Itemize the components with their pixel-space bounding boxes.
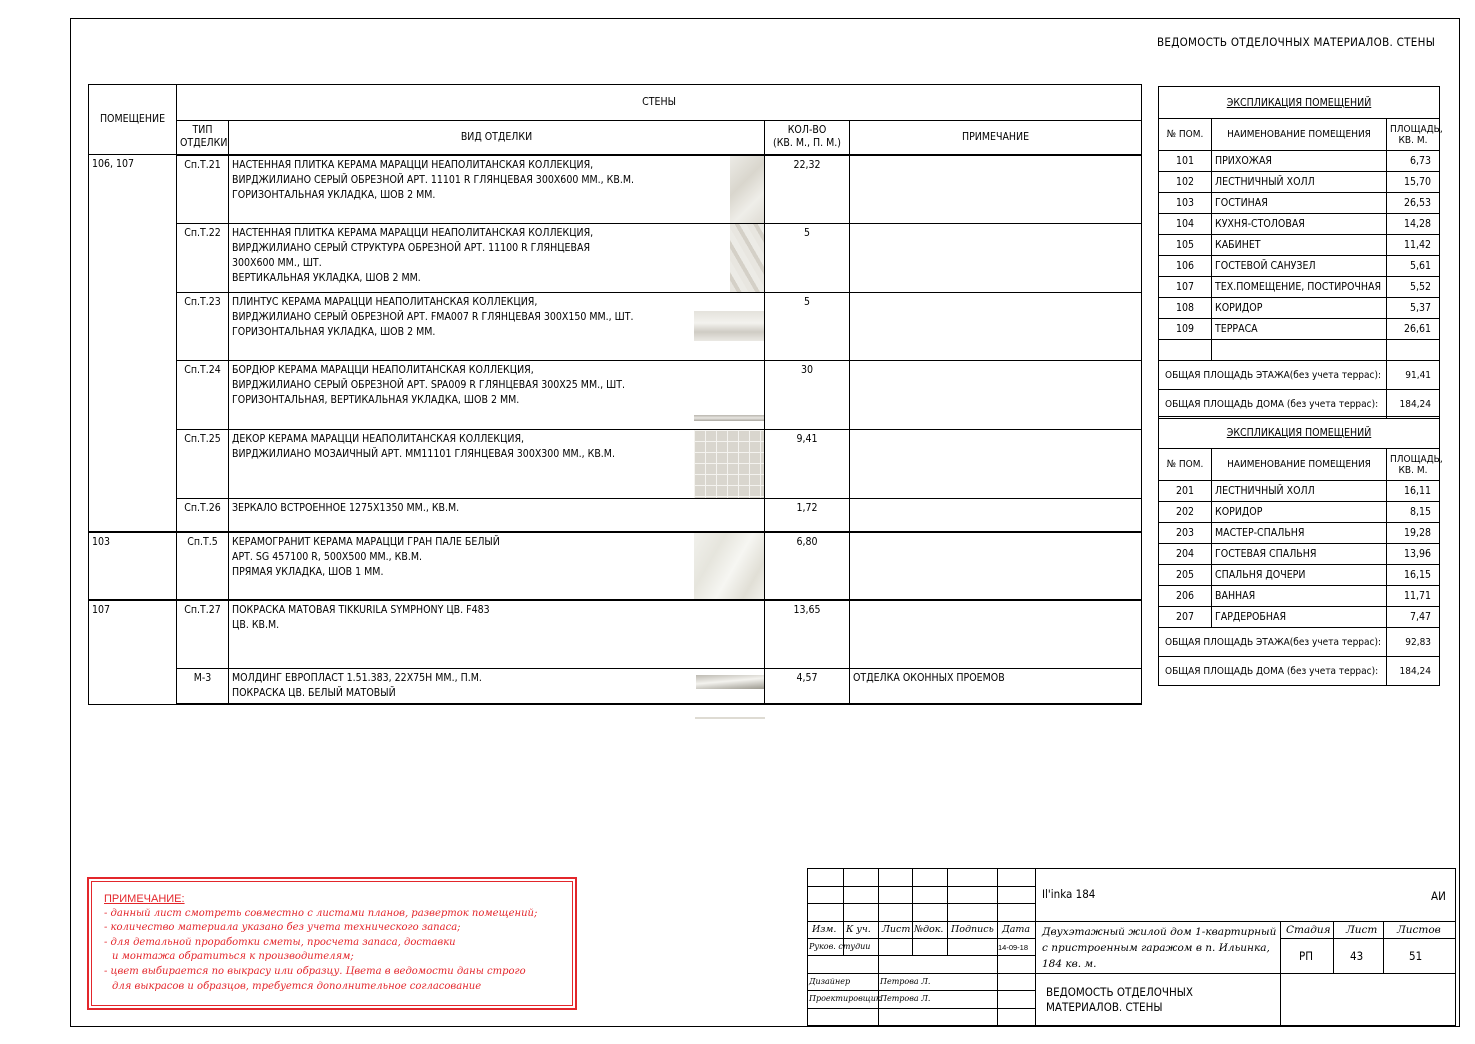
col-izm: Изм. (812, 924, 837, 935)
table-row (1159, 214, 1440, 235)
finish-cell (229, 532, 765, 600)
project-title-line: 184 кв. м. (1042, 958, 1097, 970)
qty-cell: 5 (765, 224, 850, 293)
room-area: 5,37 (1387, 298, 1440, 319)
header-room: ПОМЕЩЕНИЕ (89, 85, 177, 155)
room-name: ВАННАЯ (1212, 586, 1387, 607)
room-name: КУХНЯ-СТОЛОВАЯ (1212, 214, 1387, 235)
type-cell: Сп.Т.5 (177, 532, 229, 600)
finish-line: МОЛДИНГ ЕВРОПЛАСТ 1.51.383, 22Х75Н ММ., П.М. (232, 672, 482, 684)
total-house-value: 184,24 (1387, 390, 1440, 419)
room-explication-floor1 (1158, 86, 1443, 419)
total-house-row (1159, 390, 1440, 419)
note-line: - данный лист смотреть совместно с листами планов, разверток помещений; (104, 907, 538, 919)
room-num: 204 (1159, 544, 1212, 565)
total-floor-value: 91,41 (1387, 361, 1440, 390)
room-area: 7,47 (1387, 607, 1440, 628)
room-name: ЛЕСТНИЧНЫЙ ХОЛЛ (1212, 481, 1387, 502)
room-name: МАСТЕР-СПАЛЬНЯ (1212, 523, 1387, 544)
room-name: ГАРДЕРОБНАЯ (1212, 607, 1387, 628)
header-type-l1: ТИП (192, 124, 213, 137)
total-house-row (1159, 657, 1440, 686)
qty-cell: 22,32 (765, 155, 850, 224)
table-row (1159, 172, 1440, 193)
table-row (1159, 340, 1440, 361)
finish-line: ВИРДЖИЛИАНО СЕРЫЙ СТРУКТУРА ОБРЕЗНОЙ АРТ. 11100 R ГЛЯНЦЕВАЯ (232, 242, 591, 254)
total-house-label: ОБЩАЯ ПЛОЩАДЬ ДОМА (без учета террас): (1159, 657, 1387, 686)
room-name: ГОСТИНАЯ (1212, 193, 1387, 214)
total-floor-value: 92,83 (1387, 628, 1440, 657)
drawing-title-line: МАТЕРИАЛОВ. СТЕНЫ (1046, 1000, 1163, 1014)
table-row (89, 532, 1142, 600)
room-num: 106 (1159, 256, 1212, 277)
qty-cell: 6,80 (765, 532, 850, 600)
sheets-label: Листов (1397, 924, 1441, 936)
table-row (89, 499, 1142, 532)
finish-cell (229, 361, 765, 430)
total-house-label: ОБЩАЯ ПЛОЩАДЬ ДОМА (без учета террас): (1159, 390, 1387, 419)
room-num: 104 (1159, 214, 1212, 235)
total-floor-row (1159, 628, 1440, 657)
qty-cell: 30 (765, 361, 850, 430)
room-area: 13,96 (1387, 544, 1440, 565)
room-area: 5,52 (1387, 277, 1440, 298)
stage-label: Стадия (1286, 924, 1331, 936)
type-cell: Сп.Т.25 (177, 430, 229, 499)
finish-line: ПОКРАСКА МАТОВАЯ TIKKURILA SYMPHONY ЦВ. F483 (232, 603, 490, 616)
type-cell: Сп.Т.22 (177, 224, 229, 293)
note-cell (850, 532, 1142, 600)
col-data: Дата (1002, 924, 1031, 935)
note-line: - количество материала указано без учета технического запаса; (104, 922, 461, 934)
room-area: 11,71 (1387, 586, 1440, 607)
note-line: - для детальной проработки сметы, просчета запаса, доставки (104, 936, 456, 948)
finish-cell (229, 293, 765, 361)
room-num: 108 (1159, 298, 1212, 319)
header-type-l2: ОТДЕЛКИ (180, 137, 228, 150)
note-box (87, 877, 577, 1010)
col-num: № ПОМ. (1159, 119, 1212, 151)
explication-title: ЭКСПЛИКАЦИЯ ПОМЕЩЕНИЙ (1159, 87, 1440, 119)
table-row (89, 224, 1142, 293)
header-qty-l2: (КВ. М., П. М.) (773, 137, 841, 150)
header-note: ПРИМЕЧАНИЕ (850, 121, 1142, 155)
room-name: КАБИНЕТ (1212, 235, 1387, 256)
room-area: 8,15 (1387, 502, 1440, 523)
type-cell: Сп.Т.24 (177, 361, 229, 430)
room-num: 207 (1159, 607, 1212, 628)
room-name: ГОСТЕВОЙ САНУЗЕЛ (1212, 256, 1387, 277)
col-num: № ПОМ. (1159, 449, 1212, 481)
header-qty (765, 121, 850, 155)
room-num: 205 (1159, 565, 1212, 586)
finish-line: АРТ. SG 457100 R, 500Х500 ММ., КВ.М. (232, 550, 423, 563)
type-cell: Сп.Т.26 (177, 499, 229, 532)
finish-line: ПРЯМАЯ УКЛАДКА, ШОВ 1 ММ. (232, 565, 384, 578)
designer-name: Петрова Л. (880, 977, 931, 986)
finish-line: БОРДЮР КЕРАМА МАРАЦЦИ НЕАПОЛИТАНСКАЯ КОЛЛЕКЦИЯ, (232, 364, 534, 376)
table-row (89, 293, 1142, 361)
room-name: ТЕРРАСА (1212, 319, 1387, 340)
finish-line: 300Х600 ММ., ШТ. (232, 257, 322, 269)
note-cell (850, 224, 1142, 293)
room-name: СПАЛЬНЯ ДОЧЕРИ (1212, 565, 1387, 586)
finish-cell (229, 430, 765, 499)
room-name: КОРИДОР (1212, 298, 1387, 319)
finish-materials-table (88, 84, 1142, 705)
room-name: ТЕХ.ПОМЕЩЕНИЕ, ПОСТИРОЧНАЯ (1212, 277, 1387, 298)
room-num: 202 (1159, 502, 1212, 523)
table-row (1159, 319, 1440, 340)
table-row (1159, 298, 1440, 319)
finish-cell (229, 155, 765, 224)
finish-line: ВИРДЖИЛИАНО СЕРЫЙ ОБРЕЗНОЙ АРТ. 11101 R ГЛЯНЦЕВАЯ 300Х600 ММ., КВ.М. (232, 173, 634, 186)
room-num: 105 (1159, 235, 1212, 256)
finish-line: ВИРДЖИЛИАНО МОЗАИЧНЫЙ АРТ. MM11101 ГЛЯНЦЕВАЯ 300Х300 ММ., КВ.М. (232, 448, 615, 460)
room-area: 16,15 (1387, 565, 1440, 586)
drawing-title-line: ВЕДОМОСТЬ ОТДЕЛОЧНЫХ (1046, 985, 1193, 999)
project-code: Il'inka 184 (1042, 887, 1096, 901)
project-title-line: с пристроенным гаражом в п. Ильинка, (1042, 942, 1270, 954)
note-cell: ОТДЕЛКА ОКОННЫХ ПРОЕМОВ (850, 669, 1142, 705)
sheets-value: 51 (1409, 949, 1423, 963)
room-num: 102 (1159, 172, 1212, 193)
type-cell: Сп.Т.27 (177, 600, 229, 669)
finish-line: ГОРИЗОНТАЛЬНАЯ, ВЕРТИКАЛЬНАЯ УКЛАДКА, ШОВ 2 ММ. (232, 394, 520, 406)
note-line: и монтажа обратиться к производителям; (112, 951, 354, 963)
explication-title: ЭКСПЛИКАЦИЯ ПОМЕЩЕНИЙ (1159, 417, 1440, 449)
room-area: 14,28 (1387, 214, 1440, 235)
table-row (89, 600, 1142, 669)
stamp-date: 14-09-18 (998, 943, 1029, 952)
material-swatch (695, 717, 765, 719)
note-cell (850, 361, 1142, 430)
finish-cell (229, 499, 765, 532)
room-name: ПРИХОЖАЯ (1212, 151, 1387, 172)
finish-cell (229, 669, 765, 705)
qty-cell: 4,57 (765, 669, 850, 705)
room-name: КОРИДОР (1212, 502, 1387, 523)
total-house-value: 184,24 (1387, 657, 1440, 686)
room-cell: 107 (89, 600, 177, 705)
room-num: 201 (1159, 481, 1212, 502)
finish-line: НАСТЕННАЯ ПЛИТКА КЕРАМА МАРАЦЦИ НЕАПОЛИТАНСКАЯ КОЛЛЕКЦИЯ, (232, 227, 594, 239)
finish-line: ДЕКОР КЕРАМА МАРАЦЦИ НЕАПОЛИТАНСКАЯ КОЛЛЕКЦИЯ, (232, 433, 525, 445)
note-line: - цвет выбирается по выкрасу или образцу. Цвета в ведомости даны строго (104, 965, 526, 977)
finish-cell (229, 224, 765, 293)
finish-line: ГОРИЗОНТАЛЬНАЯ УКЛАДКА, ШОВ 2 ММ. (232, 188, 436, 201)
finish-line: ВИРДЖИЛИАНО СЕРЫЙ ОБРЕЗНОЙ АРТ. SPA009 R ГЛЯНЦЕВАЯ 300Х25 ММ., ШТ. (232, 379, 625, 391)
room-area: 5,61 (1387, 256, 1440, 277)
table-row (1159, 586, 1440, 607)
col-name: НАИМЕНОВАНИЕ ПОМЕЩЕНИЯ (1212, 119, 1387, 151)
header-walls: СТЕНЫ (177, 85, 1142, 121)
note-cell (850, 499, 1142, 532)
room-num: 103 (1159, 193, 1212, 214)
sheet-value: 43 (1350, 949, 1364, 963)
table-row (1159, 193, 1440, 214)
finish-line: ЗЕРКАЛО ВСТРОЕННОЕ 1275Х1350 ММ., КВ.М. (232, 502, 460, 514)
room-num: 101 (1159, 151, 1212, 172)
header-qty-l1: КОЛ-ВО (787, 124, 827, 137)
room-name: ГОСТЕВАЯ СПАЛЬНЯ (1212, 544, 1387, 565)
drawing-title (1046, 985, 1193, 1015)
room-cell: 106, 107 (89, 155, 177, 532)
project-title-line: Двухэтажный жилой дом 1-квартирный (1042, 926, 1277, 938)
room-area: 19,28 (1387, 523, 1440, 544)
title-block (807, 868, 1456, 1026)
header-type (177, 121, 229, 155)
room-num: 109 (1159, 319, 1212, 340)
table-row (1159, 256, 1440, 277)
room-cell: 103 (89, 532, 177, 600)
finish-line: ВИРДЖИЛИАНО СЕРЫЙ ОБРЕЗНОЙ АРТ. FMA007 R ГЛЯНЦЕВАЯ 300Х150 ММ., ШТ. (232, 311, 634, 323)
finish-line: ГОРИЗОНТАЛЬНАЯ УКЛАДКА, ШОВ 2 ММ. (232, 326, 436, 338)
note-cell (850, 293, 1142, 361)
room-num: 107 (1159, 277, 1212, 298)
finish-line: ПЛИНТУС КЕРАМА МАРАЦЦИ НЕАПОЛИТАНСКАЯ КОЛЛЕКЦИЯ, (232, 296, 538, 308)
room-name: ЛЕСТНИЧНЫЙ ХОЛЛ (1212, 172, 1387, 193)
author-code: АИ (1431, 889, 1446, 903)
room-area: 16,11 (1387, 481, 1440, 502)
note-title: ПРИМЕЧАНИЕ: (104, 893, 185, 905)
stage-value: РП (1299, 949, 1314, 963)
finish-line: НАСТЕННАЯ ПЛИТКА КЕРАМА МАРАЦЦИ НЕАПОЛИТАНСКАЯ КОЛЛЕКЦИЯ, (232, 158, 594, 171)
role-planner: Проектировщик (809, 994, 881, 1003)
qty-cell: 13,65 (765, 600, 850, 669)
type-cell: Сп.Т.21 (177, 155, 229, 224)
planner-name: Петрова Л. (880, 994, 931, 1003)
type-cell: М-3 (177, 669, 229, 705)
finish-line: КЕРАМОГРАНИТ КЕРАМА МАРАЦЦИ ГРАН ПАЛЕ БЕЛЫЙ (232, 535, 500, 548)
table-row (1159, 523, 1440, 544)
note-cell (850, 600, 1142, 669)
qty-cell: 5 (765, 293, 850, 361)
col-ndok: №док. (914, 924, 944, 935)
room-area: 15,70 (1387, 172, 1440, 193)
note-cell (850, 430, 1142, 499)
finish-line: ВЕРТИКАЛЬНАЯ УКЛАДКА, ШОВ 2 ММ. (232, 272, 421, 284)
room-area: 26,53 (1387, 193, 1440, 214)
col-name: НАИМЕНОВАНИЕ ПОМЕЩЕНИЯ (1212, 449, 1387, 481)
total-floor-label: ОБЩАЯ ПЛОЩАДЬ ЭТАЖА(без учета террас): (1159, 628, 1387, 657)
header-finish: ВИД ОТДЕЛКИ (229, 121, 765, 155)
type-cell: Сп.Т.23 (177, 293, 229, 361)
col-list: Лист (882, 924, 911, 935)
material-swatch (694, 415, 764, 421)
col-area-l1: ПЛОЩАДЬ, (1390, 123, 1443, 135)
note-line: для выкрасов и образцов, требуется дополнительное согласование (112, 980, 482, 992)
note-cell (850, 155, 1142, 224)
table-row (1159, 502, 1440, 523)
room-area: 11,42 (1387, 235, 1440, 256)
total-floor-row (1159, 361, 1440, 390)
table-row (89, 361, 1142, 430)
finish-line: ЦВ. КВ.М. (232, 618, 280, 631)
room-num: 203 (1159, 523, 1212, 544)
table-row (1159, 277, 1440, 298)
col-area (1387, 119, 1443, 151)
room-explication-floor2 (1158, 416, 1443, 686)
role-head: Руков. студии (809, 942, 871, 951)
col-area (1387, 449, 1443, 481)
col-kuch: К уч. (846, 924, 871, 935)
col-podpis: Подпись (951, 924, 994, 935)
room-area: 6,73 (1387, 151, 1440, 172)
total-floor-label: ОБЩАЯ ПЛОЩАДЬ ЭТАЖА(без учета террас): (1159, 361, 1387, 390)
qty-cell: 1,72 (765, 499, 850, 532)
room-area: 26,61 (1387, 319, 1440, 340)
col-area-l2: КВ. М. (1398, 464, 1428, 476)
table-row (1159, 151, 1440, 172)
table-row (1159, 565, 1440, 586)
finish-line: ПОКРАСКА ЦВ. БЕЛЫЙ МАТОВЫЙ (232, 687, 396, 699)
qty-cell: 9,41 (765, 430, 850, 499)
table-row (1159, 544, 1440, 565)
project-title (1042, 924, 1276, 972)
sheet-title: ВЕДОМОСТЬ ОТДЕЛОЧНЫХ МАТЕРИАЛОВ. СТЕНЫ (1157, 35, 1436, 49)
table-row (1159, 481, 1440, 502)
table-row (89, 155, 1142, 224)
col-area-l1: ПЛОЩАДЬ, (1390, 453, 1443, 465)
room-num: 206 (1159, 586, 1212, 607)
table-row (1159, 607, 1440, 628)
role-designer: Дизайнер (809, 977, 851, 986)
col-area-l2: КВ. М. (1398, 134, 1428, 146)
table-row (89, 669, 1142, 705)
table-row (1159, 235, 1440, 256)
table-row (89, 430, 1142, 499)
finish-cell (229, 600, 765, 669)
sheet-label: Лист (1346, 924, 1378, 936)
